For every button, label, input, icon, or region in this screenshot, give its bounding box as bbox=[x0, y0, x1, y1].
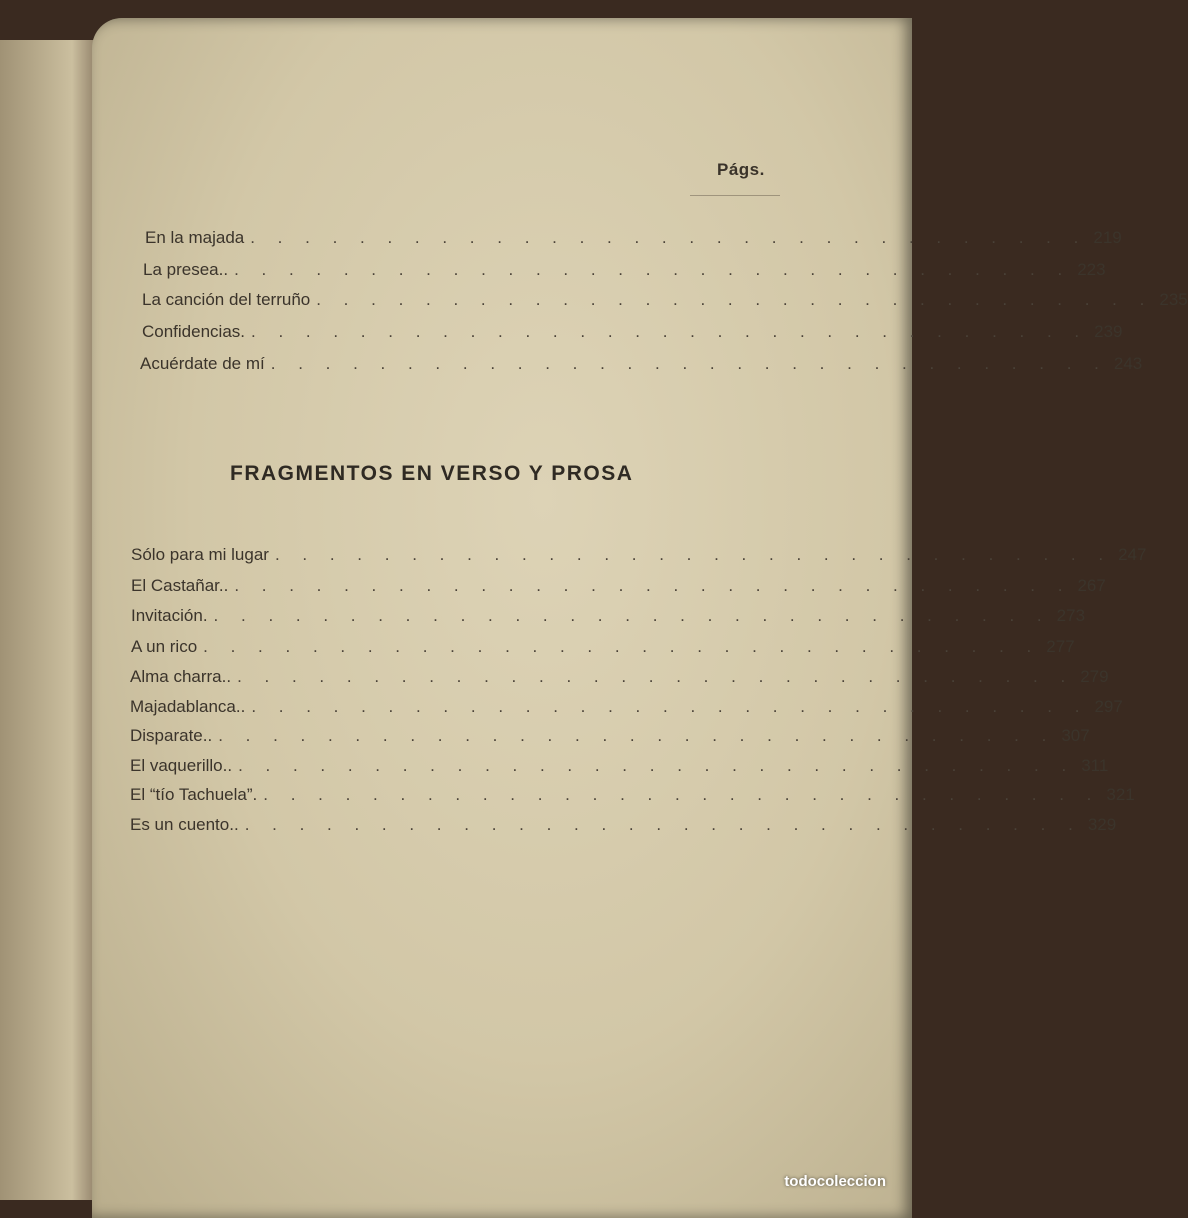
toc-entry-page: 279 bbox=[1080, 667, 1109, 686]
toc-entry-title: Majadablanca.. bbox=[130, 697, 246, 716]
toc-entry-page: 247 bbox=[1118, 545, 1147, 564]
toc-entry bbox=[142, 290, 1188, 316]
toc-leader-dots: . . . . . . . . . . . . . . . . . . . . . . . . . . . . . . . bbox=[234, 260, 1072, 279]
toc-entry-page: 311 bbox=[1081, 756, 1109, 775]
toc-entry-page: 235 bbox=[1159, 290, 1188, 309]
toc-entry bbox=[130, 726, 1090, 752]
toc-leader-dots: . . . . . . . . . . . . . . . . . . . . . . . . . . . . . . . bbox=[234, 576, 1072, 595]
toc-leader-dots: . . . . . . . . . . . . . . . . . . . . . . . . . . . . . . . bbox=[251, 322, 1089, 341]
toc-entry bbox=[145, 228, 1122, 254]
toc-entry bbox=[130, 785, 1135, 811]
toc-entry-title: El vaquerillo.. bbox=[130, 756, 233, 775]
toc-entry bbox=[131, 637, 1075, 663]
toc-entry bbox=[131, 545, 1147, 571]
toc-entry bbox=[143, 260, 1106, 286]
toc-leader-dots: . . . . . . . . . . . . . . . . . . . . . . . . . . . . . . . bbox=[316, 290, 1154, 309]
toc-entry-page: 239 bbox=[1094, 322, 1123, 341]
toc-leader-dots: . . . . . . . . . . . . . . . . . . . . . . . . . . . . . . . bbox=[218, 726, 1056, 745]
toc-entry-page: 277 bbox=[1046, 637, 1075, 656]
toc-entry-page: 267 bbox=[1077, 576, 1106, 595]
toc-entry bbox=[142, 322, 1123, 348]
toc-entry-title: Invitación. bbox=[131, 606, 208, 625]
pages-column-label: Págs. bbox=[717, 160, 765, 179]
toc-entry-title: El “tío Tachuela”. bbox=[130, 785, 258, 804]
toc-entry-title: Alma charra.. bbox=[130, 667, 232, 686]
toc-entry-page: 243 bbox=[1113, 354, 1143, 373]
toc-entry-page: 297 bbox=[1094, 697, 1123, 716]
toc-leader-dots: . . . . . . . . . . . . . . . . . . . . . . . . . . . . . . . bbox=[244, 815, 1082, 834]
toc-entry bbox=[130, 697, 1123, 723]
toc-entry-page: 321 bbox=[1106, 785, 1135, 804]
toc-entry-title: En la majada bbox=[145, 228, 245, 247]
toc-entry-page: 329 bbox=[1087, 815, 1117, 834]
toc-leader-dots: . . . . . . . . . . . . . . . . . . . . . . . . . . . . . . . bbox=[274, 545, 1113, 564]
toc-entry-title: Acuérdate de mí bbox=[140, 354, 265, 373]
toc-entry-title: La canción del terruño bbox=[142, 290, 311, 309]
toc-entry-title: Confidencias. bbox=[142, 322, 246, 341]
toc-leader-dots: . . . . . . . . . . . . . . . . . . . . . . . . . . . . . . . bbox=[238, 756, 1076, 775]
toc-entry bbox=[140, 354, 1143, 380]
toc-entry bbox=[131, 576, 1106, 602]
toc-entry-title: Disparate.. bbox=[130, 726, 213, 745]
toc-leader-dots: . . . . . . . . . . . . . . . . . . . . . . . . . . . . . . . bbox=[237, 667, 1075, 686]
toc-entry-title: Sólo para mi lugar bbox=[131, 545, 269, 564]
toc-entry-page: 223 bbox=[1077, 260, 1106, 279]
toc-leader-dots: . . . . . . . . . . . . . . . . . . . . . . . . . . . . . . . bbox=[250, 228, 1088, 247]
toc-entry bbox=[130, 815, 1117, 841]
toc-entry bbox=[131, 606, 1086, 632]
toc-leader-dots: . . . . . . . . . . . . . . . . . . . . . . . . . . . . . . . bbox=[270, 354, 1108, 373]
watermark-logo: todocoleccion bbox=[784, 1173, 886, 1190]
toc-leader-dots: . . . . . . . . . . . . . . . . . . . . . . . . . . . . . . . bbox=[213, 606, 1051, 625]
toc-entry-title: La presea.. bbox=[143, 260, 229, 279]
toc-entry-page: 219 bbox=[1093, 228, 1122, 247]
section-heading: FRAGMENTOS EN VERSO Y PROSA bbox=[230, 462, 634, 485]
toc-leader-dots: . . . . . . . . . . . . . . . . . . . . . . . . . . . . . . . bbox=[251, 697, 1089, 716]
pages-column-rule bbox=[690, 195, 780, 196]
toc-entry-title: A un rico bbox=[131, 637, 198, 656]
toc-entry-title: El Castañar.. bbox=[131, 576, 229, 595]
toc-entry bbox=[130, 756, 1109, 782]
toc-entry-page: 273 bbox=[1056, 606, 1086, 625]
toc-entry-title: Es un cuento.. bbox=[130, 815, 239, 834]
toc-entry bbox=[130, 667, 1109, 693]
toc-leader-dots: . . . . . . . . . . . . . . . . . . . . . . . . . . . . . . . bbox=[263, 785, 1101, 804]
toc-entry-page: 307 bbox=[1061, 726, 1090, 745]
toc-leader-dots: . . . . . . . . . . . . . . . . . . . . . . . . . . . . . . . bbox=[203, 637, 1041, 656]
